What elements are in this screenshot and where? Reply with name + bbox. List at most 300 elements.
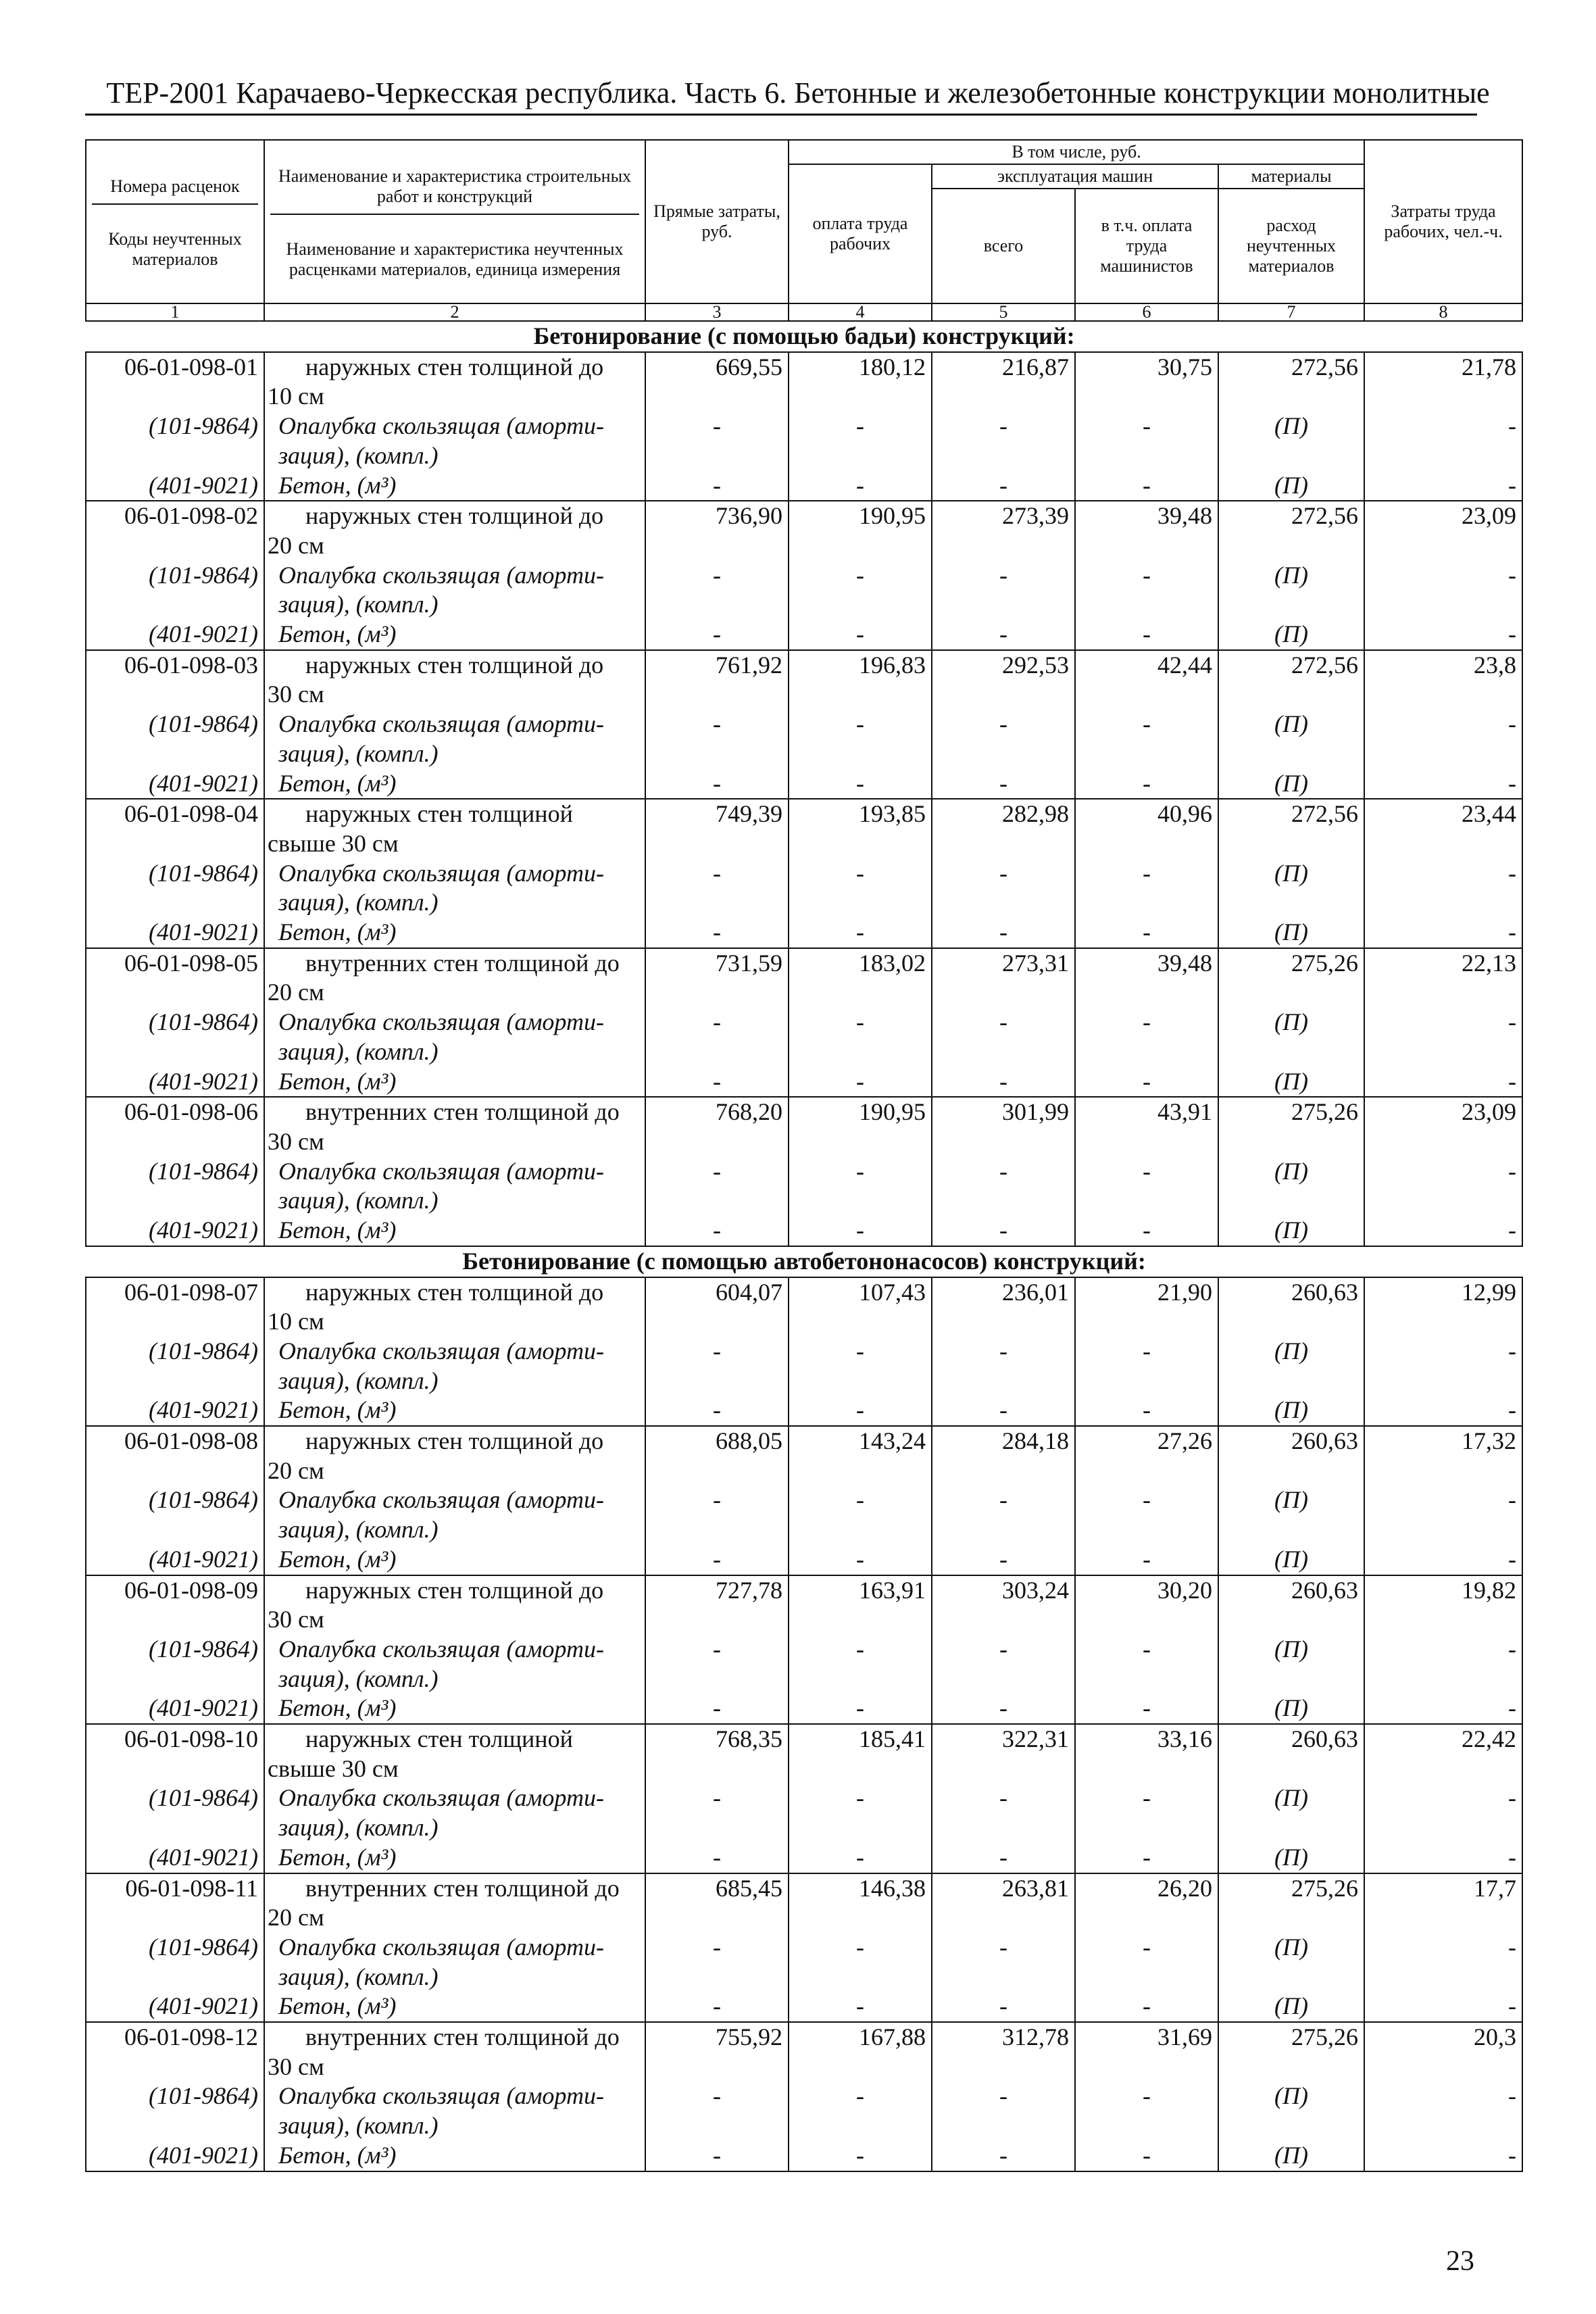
material-name: Опалубка скользящая (аморти- <box>264 1008 645 1037</box>
dash-cell: - <box>789 1008 932 1037</box>
empty-cell <box>86 1754 264 1784</box>
empty-cell <box>86 1813 264 1843</box>
dash-cell: - <box>932 2082 1075 2111</box>
dash-cell: - <box>932 1216 1075 1246</box>
empty-cell <box>1218 829 1364 859</box>
rate-row-cont <box>86 829 1522 859</box>
material-value: (П) <box>1218 1545 1364 1575</box>
empty-cell <box>789 590 932 620</box>
dash-cell: - <box>645 1337 789 1367</box>
empty-cell <box>1075 590 1218 620</box>
empty-cell <box>645 1456 789 1486</box>
col2-header-bottom: Наименование и характеристика неучтенных расценками материалов, единица измерения <box>286 239 624 279</box>
direct-cost: 731,59 <box>645 948 789 979</box>
rate-name <box>264 352 645 383</box>
empty-cell <box>1364 1963 1522 1992</box>
empty-cell <box>789 382 932 412</box>
empty-cell <box>789 1963 932 1992</box>
section-title: Бетонирование (с помощью автобетононасосов) конструкций: <box>462 1247 1146 1275</box>
dash-cell: - <box>789 1337 932 1367</box>
dash-cell: - <box>1075 471 1218 501</box>
rate-name <box>264 2022 645 2052</box>
rate-row-cont <box>86 1127 1522 1157</box>
empty-cell <box>1364 829 1522 859</box>
material-code: (101-9864) <box>86 412 264 441</box>
empty-cell <box>1364 680 1522 710</box>
section-header <box>86 1246 1522 1277</box>
material-value: (П) <box>1218 412 1364 441</box>
material-name: Бетон, (м³) <box>264 1067 645 1098</box>
dash-cell: - <box>789 769 932 799</box>
rate-row <box>86 1277 1522 1308</box>
material-name: Опалубка скользящая (аморти- <box>264 1157 645 1187</box>
dash-cell: - <box>645 918 789 948</box>
dash-cell: - <box>645 859 789 889</box>
empty-cell <box>1218 1456 1364 1486</box>
material-cost: 260,63 <box>1218 1724 1364 1754</box>
empty-cell <box>1075 1127 1218 1157</box>
empty-cell <box>932 739 1075 769</box>
rate-name-line1: наружных стен толщиной <box>305 1725 573 1753</box>
empty-cell <box>932 590 1075 620</box>
dash-cell: - <box>932 412 1075 441</box>
empty-cell <box>1364 1813 1522 1843</box>
material-row <box>86 1216 1522 1246</box>
material-name: Опалубка скользящая (аморти- <box>264 1337 645 1367</box>
labor-hours: 17,7 <box>1364 1873 1522 1904</box>
material-row <box>86 1635 1522 1665</box>
material-code: (101-9864) <box>86 1635 264 1665</box>
dash-cell: - <box>1364 561 1522 591</box>
empty-cell <box>932 1367 1075 1396</box>
empty-cell <box>1218 1813 1364 1843</box>
empty-cell <box>1218 2052 1364 2082</box>
material-row-cont <box>86 1367 1522 1396</box>
empty-cell <box>1364 1754 1522 1784</box>
material-name-line2: зация), (компл.) <box>264 739 645 769</box>
dash-cell: - <box>1364 1783 1522 1813</box>
empty-cell <box>1218 441 1364 471</box>
empty-cell <box>86 1367 264 1396</box>
rate-name-line1: внутренних стен толщиной до <box>305 1874 620 1902</box>
material-name: Бетон, (м³) <box>264 471 645 501</box>
material-name: Опалубка скользящая (аморти- <box>264 2082 645 2111</box>
empty-cell <box>86 531 264 561</box>
empty-cell <box>932 1307 1075 1337</box>
material-code: (401-9021) <box>86 918 264 948</box>
col-number: 2 <box>264 303 645 321</box>
empty-cell <box>1364 1307 1522 1337</box>
empty-cell <box>1075 1963 1218 1992</box>
dash-cell: - <box>932 1545 1075 1575</box>
dash-cell: - <box>932 1694 1075 1724</box>
material-name-line2: зация), (компл.) <box>264 1515 645 1545</box>
dash-cell: - <box>932 1337 1075 1367</box>
dash-cell: - <box>1364 1933 1522 1963</box>
dash-cell: - <box>1075 1008 1218 1037</box>
dash-cell: - <box>932 859 1075 889</box>
col-number: 4 <box>789 303 932 321</box>
dash-cell: - <box>789 710 932 739</box>
dash-cell: - <box>789 1067 932 1098</box>
dash-cell: - <box>1364 1216 1522 1246</box>
empty-cell <box>86 382 264 412</box>
material-value: (П) <box>1218 710 1364 739</box>
empty-cell <box>1075 1307 1218 1337</box>
machinist-labor-cost: 21,90 <box>1075 1277 1218 1308</box>
empty-cell <box>1364 1127 1522 1157</box>
machines-group-header: эксплуатация машин <box>932 164 1218 189</box>
labor-hours: 12,99 <box>1364 1277 1522 1308</box>
dash-cell: - <box>645 2141 789 2171</box>
dash-cell: - <box>932 1843 1075 1873</box>
material-name: Опалубка скользящая (аморти- <box>264 710 645 739</box>
dash-cell: - <box>789 412 932 441</box>
empty-cell <box>1364 382 1522 412</box>
empty-cell <box>645 2111 789 2141</box>
empty-cell <box>789 1903 932 1933</box>
empty-cell <box>86 2052 264 2082</box>
empty-cell <box>1218 978 1364 1008</box>
dash-cell: - <box>1075 1933 1218 1963</box>
empty-cell <box>1075 1186 1218 1216</box>
machine-cost: 273,31 <box>932 948 1075 979</box>
material-name: Бетон, (м³) <box>264 1396 645 1426</box>
material-name-line2: зация), (компл.) <box>264 1963 645 1992</box>
dash-cell: - <box>1364 710 1522 739</box>
rate-row-cont <box>86 1605 1522 1635</box>
empty-cell <box>789 888 932 918</box>
rate-name-line1: наружных стен толщиной до <box>305 502 604 530</box>
material-name: Бетон, (м³) <box>264 1843 645 1873</box>
dash-cell: - <box>645 471 789 501</box>
rates-table <box>85 139 1523 2172</box>
dash-cell: - <box>932 918 1075 948</box>
empty-cell <box>86 1456 264 1486</box>
empty-cell <box>932 1127 1075 1157</box>
dash-cell: - <box>645 620 789 650</box>
material-value: (П) <box>1218 1843 1364 1873</box>
empty-cell <box>1364 1456 1522 1486</box>
empty-cell <box>932 1963 1075 1992</box>
direct-cost: 768,20 <box>645 1097 789 1127</box>
material-code: (101-9864) <box>86 2082 264 2111</box>
empty-cell <box>1075 1665 1218 1694</box>
empty-cell <box>1075 2111 1218 2141</box>
material-cost: 272,56 <box>1218 650 1364 681</box>
empty-cell <box>932 1456 1075 1486</box>
header-rule <box>85 114 1477 116</box>
dash-cell: - <box>789 1694 932 1724</box>
direct-cost: 688,05 <box>645 1426 789 1456</box>
rate-row-cont <box>86 978 1522 1008</box>
dash-cell: - <box>932 769 1075 799</box>
dash-cell: - <box>789 1485 932 1515</box>
empty-cell <box>645 1127 789 1157</box>
dash-cell: - <box>645 1067 789 1098</box>
rate-name-line2: 20 см <box>264 978 645 1008</box>
empty-cell <box>645 1367 789 1396</box>
material-code: (401-9021) <box>86 1694 264 1724</box>
empty-cell <box>932 680 1075 710</box>
empty-cell <box>645 739 789 769</box>
empty-cell <box>1364 2052 1522 2082</box>
dash-cell: - <box>789 471 932 501</box>
rate-row <box>86 799 1522 829</box>
col1-header-top: Номера расценок <box>92 174 258 205</box>
rate-name-line2: свыше 30 см <box>264 829 645 859</box>
empty-cell <box>1075 1367 1218 1396</box>
material-row-cont <box>86 739 1522 769</box>
col6-header: в т.ч. оплата труда машинистов <box>1075 189 1218 303</box>
material-name-line2: зация), (компл.) <box>264 1186 645 1216</box>
dash-cell: - <box>932 1635 1075 1665</box>
material-code: (401-9021) <box>86 1216 264 1246</box>
material-row-cont <box>86 2111 1522 2141</box>
empty-cell <box>789 2111 932 2141</box>
empty-cell <box>1075 531 1218 561</box>
empty-cell <box>789 1037 932 1067</box>
empty-cell <box>1218 739 1364 769</box>
empty-cell <box>789 1307 932 1337</box>
rate-row-cont <box>86 531 1522 561</box>
rate-name-line1: наружных стен толщиной до <box>305 651 604 679</box>
empty-cell <box>86 1186 264 1216</box>
machine-cost: 273,39 <box>932 501 1075 531</box>
material-name: Опалубка скользящая (аморти- <box>264 859 645 889</box>
dash-cell: - <box>789 561 932 591</box>
direct-cost: 736,90 <box>645 501 789 531</box>
dash-cell: - <box>1364 1843 1522 1873</box>
empty-cell <box>1364 1903 1522 1933</box>
material-name: Бетон, (м³) <box>264 1694 645 1724</box>
material-name: Опалубка скользящая (аморти- <box>264 561 645 591</box>
rate-row <box>86 1575 1522 1606</box>
machinist-labor-cost: 31,69 <box>1075 2022 1218 2052</box>
rate-code: 06-01-098-12 <box>86 2022 264 2052</box>
rate-row <box>86 352 1522 383</box>
empty-cell <box>1075 680 1218 710</box>
empty-cell <box>1364 2111 1522 2141</box>
col-number: 3 <box>645 303 789 321</box>
rate-name-line2: 30 см <box>264 1605 645 1635</box>
col-number: 1 <box>86 303 264 321</box>
column-numbers <box>86 303 1522 321</box>
machinist-labor-cost: 39,48 <box>1075 948 1218 979</box>
direct-cost: 669,55 <box>645 352 789 383</box>
labor-hours: 20,3 <box>1364 2022 1522 2052</box>
empty-cell <box>789 1515 932 1545</box>
dash-cell: - <box>1364 2082 1522 2111</box>
empty-cell <box>789 441 932 471</box>
rate-name <box>264 948 645 979</box>
material-value: (П) <box>1218 1783 1364 1813</box>
empty-cell <box>86 1963 264 1992</box>
rate-name-line2: 30 см <box>264 1127 645 1157</box>
dash-cell: - <box>932 710 1075 739</box>
dash-cell: - <box>645 1783 789 1813</box>
empty-cell <box>645 1665 789 1694</box>
empty-cell <box>1218 1754 1364 1784</box>
material-code: (401-9021) <box>86 1067 264 1098</box>
rate-row-cont <box>86 1903 1522 1933</box>
labor-hours: 22,13 <box>1364 948 1522 979</box>
material-name: Бетон, (м³) <box>264 620 645 650</box>
page-number: 23 <box>1446 2246 1474 2277</box>
col-number: 5 <box>932 303 1075 321</box>
empty-cell <box>645 978 789 1008</box>
dash-cell: - <box>645 561 789 591</box>
dash-cell: - <box>1364 1337 1522 1367</box>
empty-cell <box>932 1813 1075 1843</box>
material-row <box>86 1843 1522 1873</box>
labor-cost: 190,95 <box>789 501 932 531</box>
rate-code: 06-01-098-07 <box>86 1277 264 1308</box>
empty-cell <box>1364 1186 1522 1216</box>
rate-code: 06-01-098-06 <box>86 1097 264 1127</box>
empty-cell <box>645 441 789 471</box>
labor-hours: 23,09 <box>1364 501 1522 531</box>
material-row-cont <box>86 1186 1522 1216</box>
material-value: (П) <box>1218 2082 1364 2111</box>
direct-cost: 604,07 <box>645 1277 789 1308</box>
empty-cell <box>1075 2052 1218 2082</box>
empty-cell <box>1075 1037 1218 1067</box>
empty-cell <box>1364 1367 1522 1396</box>
dash-cell: - <box>645 1933 789 1963</box>
labor-cost: 185,41 <box>789 1724 932 1754</box>
dash-cell: - <box>789 1396 932 1426</box>
machinist-labor-cost: 30,75 <box>1075 352 1218 383</box>
empty-cell <box>789 680 932 710</box>
empty-cell <box>789 531 932 561</box>
material-row <box>86 1485 1522 1515</box>
dash-cell: - <box>645 1216 789 1246</box>
dash-cell: - <box>932 1485 1075 1515</box>
machinist-labor-cost: 27,26 <box>1075 1426 1218 1456</box>
dash-cell: - <box>789 620 932 650</box>
dash-cell: - <box>1075 561 1218 591</box>
material-code: (401-9021) <box>86 1396 264 1426</box>
material-name-line2: зация), (компл.) <box>264 441 645 471</box>
dash-cell: - <box>789 1783 932 1813</box>
material-cost: 275,26 <box>1218 1097 1364 1127</box>
empty-cell <box>1364 1037 1522 1067</box>
labor-cost: 190,95 <box>789 1097 932 1127</box>
group-header: В том числе, руб. <box>789 140 1364 164</box>
empty-cell <box>932 2052 1075 2082</box>
material-name: Опалубка скользящая (аморти- <box>264 1635 645 1665</box>
empty-cell <box>1364 590 1522 620</box>
dash-cell: - <box>789 1216 932 1246</box>
rate-row-cont <box>86 1456 1522 1486</box>
empty-cell <box>645 1813 789 1843</box>
material-row <box>86 620 1522 650</box>
material-value: (П) <box>1218 769 1364 799</box>
material-value: (П) <box>1218 561 1364 591</box>
dash-cell: - <box>1364 859 1522 889</box>
empty-cell <box>932 1186 1075 1216</box>
empty-cell <box>1075 739 1218 769</box>
rate-code: 06-01-098-01 <box>86 352 264 383</box>
dash-cell: - <box>1075 412 1218 441</box>
dash-cell: - <box>789 1635 932 1665</box>
dash-cell: - <box>645 710 789 739</box>
col5-header: всего <box>932 189 1075 303</box>
empty-cell <box>86 2111 264 2141</box>
material-code: (401-9021) <box>86 620 264 650</box>
rate-name <box>264 501 645 531</box>
material-cost: 272,56 <box>1218 799 1364 829</box>
col8-header: Затраты труда рабочих, чел.-ч. <box>1364 140 1522 303</box>
rate-row <box>86 1426 1522 1456</box>
labor-hours: 23,44 <box>1364 799 1522 829</box>
material-row-cont <box>86 1665 1522 1694</box>
material-value: (П) <box>1218 1992 1364 2022</box>
empty-cell <box>1075 888 1218 918</box>
rate-name-line1: наружных стен толщиной <box>305 800 573 828</box>
machine-cost: 303,24 <box>932 1575 1075 1606</box>
dash-cell: - <box>1075 1485 1218 1515</box>
rate-name-line1: внутренних стен толщиной до <box>305 2023 620 2051</box>
empty-cell <box>645 2052 789 2082</box>
machinist-labor-cost: 42,44 <box>1075 650 1218 681</box>
empty-cell <box>932 2111 1075 2141</box>
dash-cell: - <box>789 1157 932 1187</box>
material-code: (101-9864) <box>86 1485 264 1515</box>
material-cost: 275,26 <box>1218 948 1364 979</box>
empty-cell <box>1218 680 1364 710</box>
empty-cell <box>645 1754 789 1784</box>
section-header <box>86 321 1522 352</box>
material-row-cont <box>86 1037 1522 1067</box>
machine-cost: 263,81 <box>932 1873 1075 1904</box>
empty-cell <box>789 1605 932 1635</box>
dash-cell: - <box>1075 2141 1218 2171</box>
machine-cost: 236,01 <box>932 1277 1075 1308</box>
material-code: (101-9864) <box>86 1337 264 1367</box>
direct-cost: 755,92 <box>645 2022 789 2052</box>
dash-cell: - <box>1075 620 1218 650</box>
material-value: (П) <box>1218 1067 1364 1098</box>
rate-row-cont <box>86 1754 1522 1784</box>
material-value: (П) <box>1218 1216 1364 1246</box>
empty-cell <box>645 382 789 412</box>
material-row <box>86 412 1522 441</box>
rate-row-cont <box>86 1307 1522 1337</box>
material-row-cont <box>86 888 1522 918</box>
rate-name <box>264 1873 645 1904</box>
empty-cell <box>789 1367 932 1396</box>
empty-cell <box>645 829 789 859</box>
dash-cell: - <box>645 412 789 441</box>
material-cost: 275,26 <box>1218 1873 1364 1904</box>
machinist-labor-cost: 39,48 <box>1075 501 1218 531</box>
dash-cell: - <box>789 1933 932 1963</box>
material-cost: 260,63 <box>1218 1426 1364 1456</box>
material-code: (401-9021) <box>86 2141 264 2171</box>
material-name-line2: зация), (компл.) <box>264 1037 645 1067</box>
material-row-cont <box>86 1963 1522 1992</box>
dash-cell: - <box>645 1545 789 1575</box>
dash-cell: - <box>789 2082 932 2111</box>
empty-cell <box>1218 1037 1364 1067</box>
col3-header: Прямые затраты, руб. <box>645 140 789 303</box>
dash-cell: - <box>789 1992 932 2022</box>
material-name: Опалубка скользящая (аморти- <box>264 1933 645 1963</box>
dash-cell: - <box>1075 1067 1218 1098</box>
empty-cell <box>1075 829 1218 859</box>
